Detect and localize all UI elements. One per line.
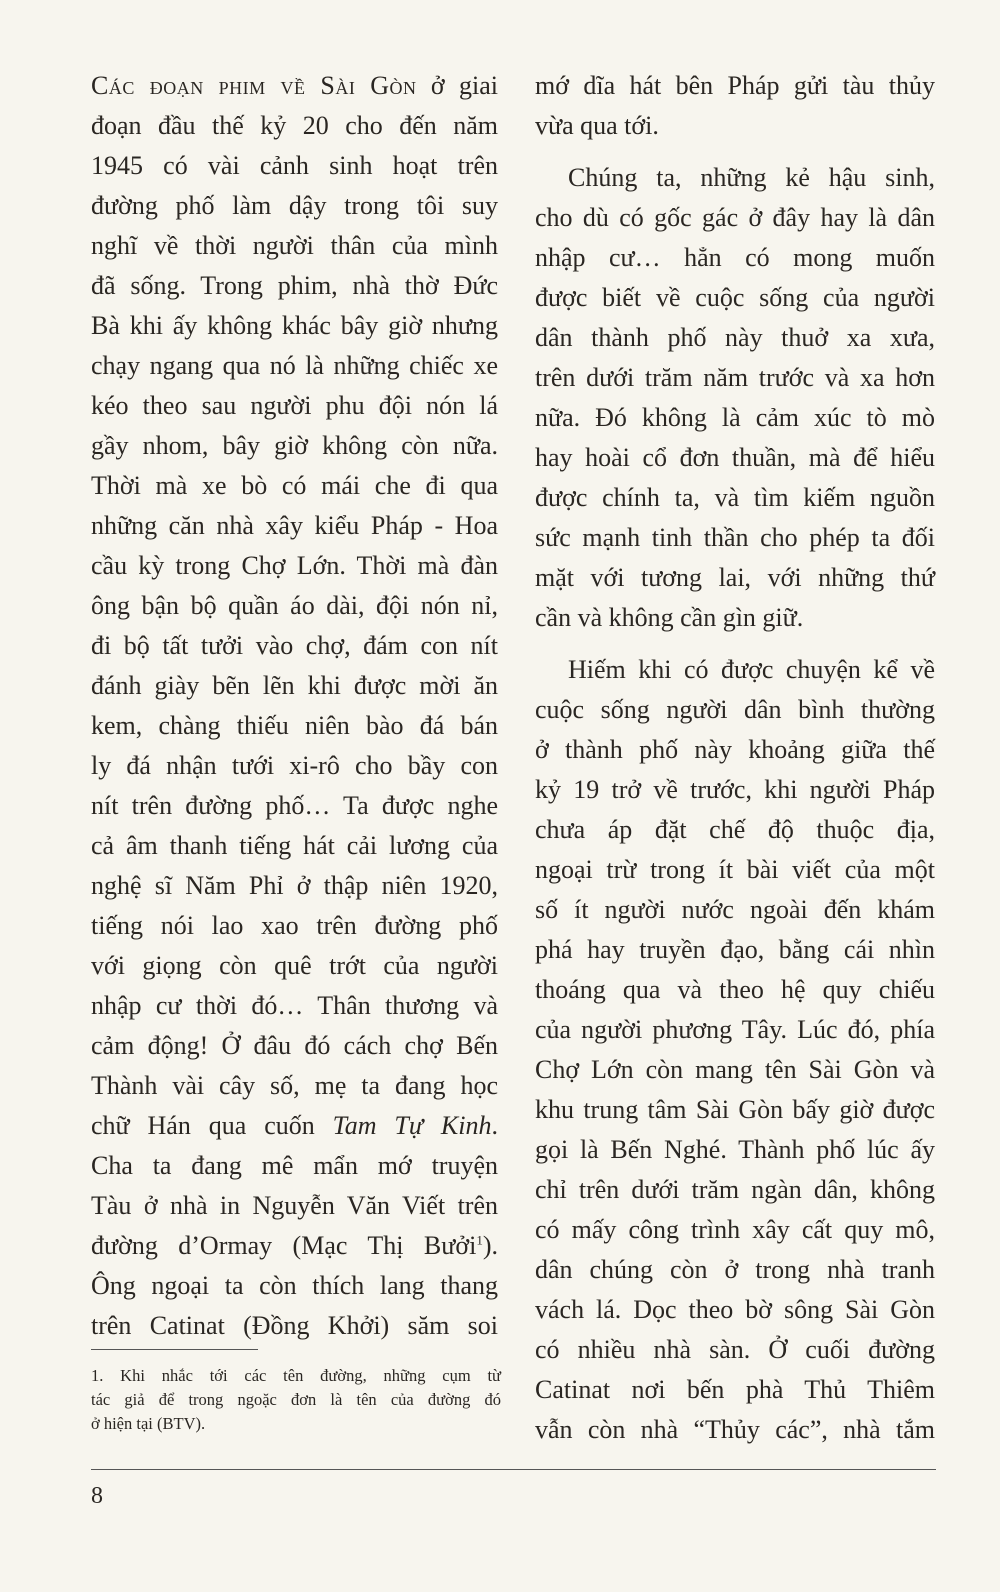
text-line: Tàu ở nhà in Nguyễn Văn Viết trên — [91, 1191, 498, 1220]
text-line: nghệ sĩ Năm Phỉ ở thập niên 1920, — [91, 871, 498, 900]
text-line: nhập cư… hẳn có mong muốn — [535, 243, 935, 272]
text-segment: đường d’Ormay (Mạc Thị Bưởi — [91, 1231, 477, 1260]
paragraph — [535, 158, 935, 638]
text-segment: ở giai — [416, 71, 498, 100]
text-line: Chợ Lớn còn mang tên Sài Gòn và — [535, 1055, 935, 1084]
text-line: vừa qua tới. — [535, 111, 659, 140]
text-line: 1. Khi nhắc tới các tên đường, những cụm từ — [91, 1366, 501, 1385]
text-line: với giọng còn quê trớt của người — [91, 951, 498, 980]
text-line: kỷ 19 trở về trước, khi người Pháp — [535, 775, 935, 804]
text-line: vách lá. Dọc theo bờ sông Sài Gòn — [535, 1295, 935, 1324]
text-line: có nhiều nhà sàn. Ở cuối đường — [535, 1335, 935, 1364]
text-line: tác giả để trong ngoặc đơn là tên của đường đó — [91, 1390, 501, 1409]
footnote — [91, 1364, 501, 1436]
text-line: kem, chàng thiếu niên bào đá bán — [91, 711, 498, 740]
paragraph — [535, 66, 935, 146]
text-line: Thành vài cây số, mẹ ta đang học — [91, 1071, 498, 1100]
text-line: nghĩ về thời người thân của mình — [91, 231, 498, 260]
text-line: ở thành phố này khoảng giữa thế — [535, 735, 935, 764]
text-line: đã sống. Trong phim, nhà thờ Đức — [91, 271, 498, 300]
text-line: cuộc sống người dân bình thường — [535, 695, 935, 724]
text-line: đi bộ tất tưởi vào chợ, đám con nít — [91, 631, 498, 660]
text-line: đánh giày bẽn lẽn khi được mời ăn — [91, 671, 498, 700]
text-line — [91, 66, 498, 106]
text-line: Bà khi ấy không khác bây giờ nhưng — [91, 311, 498, 340]
text-line: Hiếm khi có được chuyện kể về — [568, 655, 935, 684]
right-column — [535, 66, 935, 1450]
text-line: phá hay truyền đạo, bằng cái nhìn — [535, 935, 935, 964]
page-number: 8 — [91, 1483, 103, 1509]
text-line: nít trên đường phố… Ta được nghe — [91, 791, 498, 820]
text-line: Catinat nơi bến phà Thủ Thiêm — [535, 1375, 935, 1404]
text-line: những căn nhà xây kiểu Pháp - Hoa — [91, 511, 498, 540]
text-segment: chữ Hán qua cuốn — [91, 1111, 333, 1140]
text-line: gầy nhom, bây giờ không còn nữa. — [91, 431, 498, 460]
text-line: tiếng nói lao xao trên đường phố — [91, 911, 498, 940]
text-line: cần và không cần gìn giữ. — [535, 603, 804, 632]
text-line: nữa. Đó không là cảm xúc tò mò — [535, 403, 935, 432]
text-line: trên dưới trăm năm trước và xa hơn — [535, 363, 935, 392]
text-segment: Tam Tự Kinh — [332, 1111, 492, 1140]
text-line: chưa áp đặt chế độ thuộc địa, — [535, 815, 935, 844]
text-line: cả âm thanh tiếng hát cải lương của — [91, 831, 498, 860]
text-line: ông bận bộ quần áo dài, đội nón nỉ, — [91, 591, 498, 620]
text-line: thoáng qua và theo hệ quy chiếu — [535, 975, 935, 1004]
text-line: 1945 có vài cảnh sinh hoạt trên — [91, 151, 498, 180]
text-segment: Các đoạn phim về Sài Gòn — [91, 71, 417, 100]
text-line — [91, 1106, 498, 1146]
text-line: gọi là Bến Nghé. Thành phố lúc ấy — [535, 1135, 935, 1164]
text-line: ngoại trừ trong ít bài viết của một — [535, 855, 935, 884]
text-line: nhập cư thời đó… Thân thương và — [91, 991, 498, 1020]
text-line: trên Catinat (Đồng Khởi) săm soi — [91, 1311, 498, 1340]
text-line: hay hoài cổ đơn thuần, mà để hiểu — [535, 443, 935, 472]
text-line: có mấy công trình xây cất quy mô, — [535, 1215, 935, 1244]
paragraph — [535, 650, 935, 1450]
text-segment: ). — [482, 1231, 498, 1260]
page-footer-divider — [91, 1469, 936, 1470]
left-column — [91, 66, 498, 1346]
text-line: mặt với tương lai, với những thứ — [535, 563, 935, 592]
text-line: dân thành phố này thuở xa xưa, — [535, 323, 935, 352]
text-line: ly đá nhận tưới xi-rô cho bầy con — [91, 751, 498, 780]
text-line: được chính ta, và tìm kiếm nguồn — [535, 483, 935, 512]
text-line: đường phố làm dậy trong tôi suy — [91, 191, 498, 220]
text-line: kéo theo sau người phu đội nón lá — [91, 391, 498, 420]
text-segment: . — [491, 1111, 498, 1140]
text-line: đoạn đầu thế kỷ 20 cho đến năm — [91, 111, 498, 140]
text-line: dân chúng còn ở trong nhà tranh — [535, 1255, 935, 1284]
text-line: số ít người nước ngoài đến khám — [535, 895, 935, 924]
text-line: chạy ngang qua nó là những chiếc xe — [91, 351, 498, 380]
text-line: sức mạnh tinh thần cho phép ta đối — [535, 523, 935, 552]
text-line: chỉ trên dưới trăm ngàn dân, không — [535, 1175, 935, 1204]
text-line: Thời mà xe bò có mái che đi qua — [91, 471, 498, 500]
text-line: cầu kỳ trong Chợ Lớn. Thời mà đàn — [91, 551, 498, 580]
text-line: của người phương Tây. Lúc đó, phía — [535, 1015, 935, 1044]
text-line: Chúng ta, những kẻ hậu sinh, — [568, 163, 935, 192]
text-line: cho dù có gốc gác ở đây hay là dân — [535, 203, 935, 232]
footnote-divider — [91, 1349, 258, 1350]
text-line: Ông ngoại ta còn thích lang thang — [91, 1271, 498, 1300]
text-line — [91, 1226, 498, 1266]
text-line: Cha ta đang mê mẩn mớ truyện — [91, 1151, 498, 1180]
text-line: mớ dĩa hát bên Pháp gửi tàu thủy — [535, 71, 935, 100]
text-line: ở hiện tại (BTV). — [91, 1414, 206, 1433]
text-line: cảm động! Ở đâu đó cách chợ Bến — [91, 1031, 498, 1060]
text-line: khu trung tâm Sài Gòn bấy giờ được — [535, 1095, 935, 1124]
footnote-marker: 1 — [476, 1232, 483, 1248]
text-line: vẫn còn nhà “Thủy các”, nhà tắm — [535, 1415, 935, 1444]
text-line: được biết về cuộc sống của người — [535, 283, 935, 312]
